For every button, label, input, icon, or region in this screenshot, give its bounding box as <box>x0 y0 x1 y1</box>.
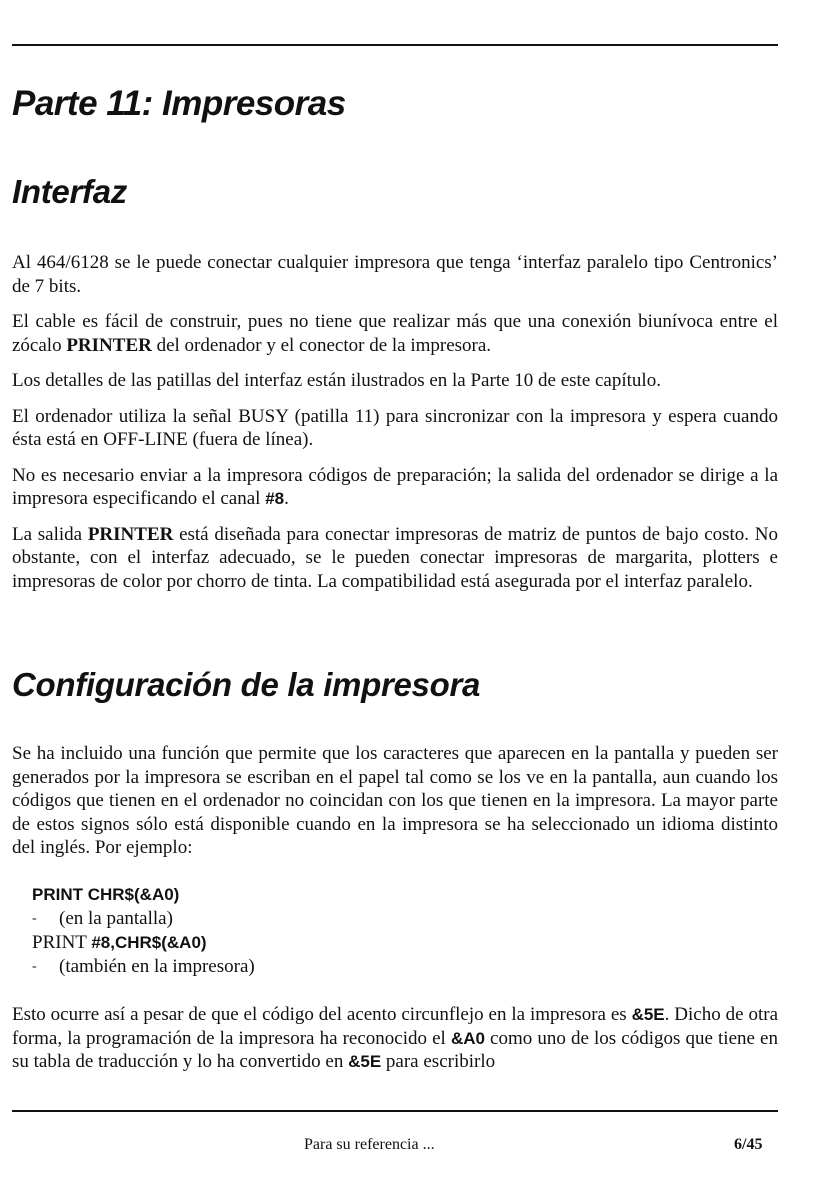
code-text: #8,CHR$(&A0) <box>91 933 207 952</box>
paragraph-text: del ordenador y el conector de la impresora. <box>151 334 492 356</box>
paragraph: Los detalles de las patillas del interfaz están ilustrados en la Parte 10 de este capítulo. <box>12 370 661 391</box>
printer-keyword: PRINTER <box>66 334 152 356</box>
tick-mark: - <box>32 959 37 974</box>
paragraph: Se ha incluido una función que permite que los caracteres que aparecen en la pantalla y pueden ser generados por la impresora se escriban en el papel tal como se los ve en la pantalla, aun cuando los códigos que tienen en el ordenador no coincidan con los que tienen en la impresora. La mayor parte de estos signos sólo está disponible cuando en la impresora se ha seleccionado un idioma distinto del inglés. Por ejemplo: <box>12 743 778 858</box>
paragraph-text: No es necesario enviar a la impresora códigos de preparación; la salida del ordenador se dirige a la impresora especificando el canal <box>12 464 778 509</box>
top-rule <box>12 44 778 46</box>
paragraph-text: La salida <box>12 523 88 545</box>
bottom-rule <box>12 1110 778 1112</box>
paragraph <box>12 310 778 357</box>
section-interfaz-body <box>12 251 778 605</box>
paragraph-text: está diseñada para conectar impresoras de matriz de puntos de bajo costo. No obstante, con el interfaz adecuado, se le pueden conectar impresoras de margarita, plotters e impresoras de color por chorro de tinta. La compatibilidad está asegurada por el interfaz paralelo. <box>12 523 779 592</box>
printer-keyword: PRINTER <box>87 523 174 545</box>
channel-code: #8 <box>265 489 285 508</box>
footer-label: Para su referencia ... <box>304 1136 435 1153</box>
note-text: (en la pantalla) <box>59 908 173 929</box>
hex-code: &5E <box>348 1052 382 1071</box>
paragraph-text: . <box>284 488 289 509</box>
section-configuracion-intro <box>12 742 778 872</box>
paragraph-text: Esto ocurre así a pesar de que el código del acento circunflejo en la impresora es <box>12 1004 632 1025</box>
code-examples <box>32 883 255 979</box>
section-configuracion-closing <box>12 1003 778 1086</box>
paragraph <box>12 464 778 511</box>
paragraph-text: para escribirlo <box>381 1051 496 1072</box>
page-number: 6/45 <box>734 1136 763 1153</box>
code-example-note <box>32 955 255 979</box>
paragraph: Al 464/6128 se le puede conectar cualquier impresora que tenga ‘interfaz paralelo tipo Centronics’ de 7 bits. <box>12 252 778 297</box>
paragraph-text: El cable es fácil de construir, pues no tiene que realizar más que una conexión biunívoca entre el zócalo <box>12 311 778 356</box>
code-text: PRINT CHR$(&A0) <box>32 885 180 904</box>
tick-mark: - <box>32 911 37 926</box>
hex-code: &A0 <box>450 1028 485 1048</box>
code-example-line <box>32 931 255 955</box>
paragraph <box>12 1003 778 1074</box>
section-heading-interfaz: Interfaz <box>12 173 127 210</box>
note-text: (también en la impresora) <box>59 956 255 977</box>
paragraph <box>12 523 778 594</box>
code-example-line <box>32 883 255 907</box>
code-keyword: PRINT <box>32 932 92 953</box>
chapter-title: Parte 11: Impresoras <box>12 84 346 123</box>
paragraph: El ordenador utiliza la señal BUSY (patilla 11) para sincronizar con la impresora y espera cuando ésta está en OFF-LINE (fuera de línea). <box>12 405 778 450</box>
paragraph-text: . Dicho de otra forma, la programación de la impresora ha reconocido el <box>12 1004 778 1049</box>
code-example-note <box>32 907 255 931</box>
hex-code: &5E <box>631 1005 665 1024</box>
paragraph-text: como uno de los códigos que tiene en su tabla de traducción y lo ha convertido en <box>12 1027 778 1072</box>
section-heading-configuracion: Configuración de la impresora <box>12 666 481 703</box>
